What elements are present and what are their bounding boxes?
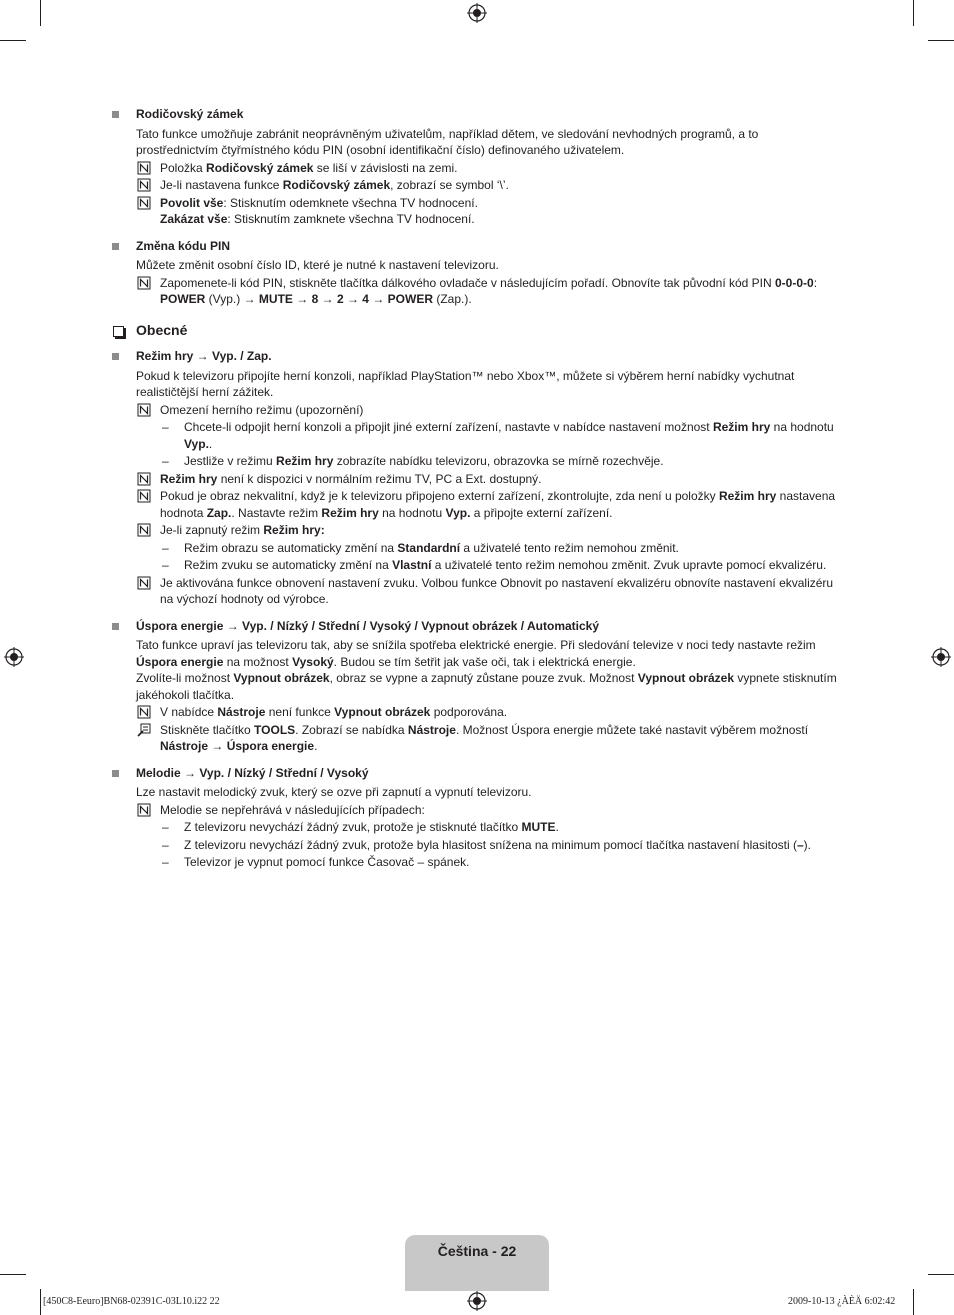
square-bullet-icon: [112, 243, 119, 250]
text: Je-li nastavena funkce: [160, 178, 283, 192]
dash-item: [110, 557, 840, 574]
square-bullet-icon: [112, 353, 119, 360]
dash-mark: –: [162, 855, 169, 869]
text: Úspora energie: [136, 654, 224, 669]
text: ).: [803, 837, 811, 852]
text: Položka: [160, 160, 207, 175]
section-energy-saving: [110, 618, 840, 755]
text: na možnost: [223, 654, 293, 669]
text: . Zobrazí se nabídka: [295, 722, 408, 737]
page-number: Čeština - 22: [437, 1243, 517, 1259]
section-title: Melodie → Vyp. / Nízký / Střední / Vysoký: [136, 765, 369, 780]
text: (Vyp.) →: [205, 292, 259, 306]
print-info-left: [450C8-Eeuro]BN68-02391C-03L10.i22 22: [43, 1296, 220, 1307]
text: Vysoký: [292, 654, 334, 669]
text: Z televizoru nevychází žádný zvuk, protože je stisknuté tlačítko: [184, 820, 522, 834]
text: Rodičovský zámek: [282, 178, 391, 192]
section-heading: Obecné: [136, 321, 188, 338]
text: zobrazíte nabídku televizoru, obrazovka se mírně rozechvěje.: [333, 454, 664, 468]
dash-mark: –: [162, 837, 169, 852]
note: [110, 402, 840, 419]
text: :: [813, 275, 818, 290]
print-info-right: 2009-10-13 ¿ÀÈÄ 6:02:42: [788, 1296, 896, 1307]
text: Omezení herního režimu (upozornění): [160, 402, 364, 417]
text: Tato funkce upraví jas televizoru tak, aby se snížila spotřeba elektrické energie. Při sledování televize v noci tedy nastavte režim: [136, 638, 816, 652]
text: Režim hry:: [263, 523, 325, 537]
note-icon: [137, 523, 151, 537]
note-icon: [137, 276, 151, 290]
dash-mark: –: [162, 454, 169, 468]
text: . Možnost Úspora energie můžete také nastavit výběrem možností: [455, 722, 809, 737]
note-icon: [137, 196, 151, 210]
text: , obraz se vypne a zapnutý zůstane pouze zvuk. Možnost: [329, 671, 638, 685]
text: POWER: [160, 292, 206, 306]
text: –: [796, 837, 804, 852]
crop-mark: [40, 1289, 41, 1315]
text: Rodičovský zámek: [206, 160, 314, 175]
text: Televizor je vypnut pomocí funkce Časovač – spánek.: [184, 855, 470, 869]
text: Nástroje: [407, 722, 456, 737]
note: [110, 195, 840, 228]
dash-item: [110, 854, 840, 871]
checkbox-square-icon: [113, 326, 124, 337]
section-change-pin: [110, 238, 840, 308]
text: Stiskněte tlačítko: [160, 722, 255, 737]
note: [110, 575, 840, 608]
text: Režim hry: [718, 489, 777, 503]
tools-note: [110, 722, 840, 755]
text: Režim hry: [712, 420, 771, 434]
dash-item: [110, 819, 840, 836]
section-description: [110, 637, 840, 670]
square-bullet-icon: [112, 770, 119, 777]
text: (Zap.).: [433, 292, 472, 306]
text: Vypnout obrázek: [637, 671, 735, 685]
note-icon: [137, 576, 151, 590]
section-title: Režim hry → Vyp. / Zap.: [136, 349, 272, 363]
note: [110, 488, 840, 521]
text: .: [314, 739, 318, 753]
text: Zvolíte-li možnost: [136, 671, 234, 685]
text: Nástroje: [160, 739, 209, 753]
text: Vyp.: [445, 505, 471, 520]
text: Zakázat vše: [160, 212, 228, 226]
note: [110, 177, 840, 194]
note-icon: [137, 161, 151, 175]
text: na hodnotu: [378, 505, 446, 520]
note: [110, 160, 840, 177]
text: a připojte externí zařízení.: [470, 505, 613, 520]
text: Režim zvuku se automaticky změní na: [184, 558, 393, 572]
registration-mark-icon: [467, 3, 487, 23]
section-heading-general: [110, 322, 840, 339]
text: Je aktivována funkce obnovení nastavení zvuku. Volbou funkce Obnovit po nastavení ekvalizéru obnovíte nastavení ekvalizéru na výchozí hodnoty od výrobce.: [160, 575, 834, 606]
text: na hodnotu: [770, 420, 834, 434]
text: Režim hry: [160, 471, 218, 486]
text: Režim hry: [321, 505, 379, 520]
text: →: [292, 292, 312, 306]
text: Úspora energie: [226, 739, 315, 753]
crop-mark: [928, 40, 954, 41]
section-description: [110, 670, 840, 703]
text: Melodie se nepřehrává v následujících případech:: [160, 802, 425, 817]
text: Pokud je obraz nekvalitní, když je k televizoru připojeno externí zařízení, zkontrolujte, zda není u položky: [160, 489, 719, 503]
registration-mark-icon: [467, 1291, 487, 1311]
text: MUTE: [258, 292, 293, 306]
text: Zap.: [206, 505, 232, 520]
text: a uživatelé tento režim nemohou změnit. Zvuk upravte pomocí ekvalizéru.: [431, 558, 827, 572]
crop-mark: [913, 1289, 914, 1315]
note-icon: [137, 803, 151, 817]
square-bullet-icon: [112, 623, 119, 630]
text: , zobrazí se symbol ‘\’.: [390, 178, 509, 192]
text: není k dispozici v normálním režimu TV, PC a Ext. dostupný.: [217, 471, 542, 486]
note: [110, 704, 840, 721]
section-description: Lze nastavit melodický zvuk, který se ozve při zapnutí a vypnutí televizoru.: [136, 785, 532, 799]
text: Režim hry: [276, 454, 334, 468]
text: V nabídce: [160, 705, 218, 719]
section-melody: [110, 765, 840, 871]
text: .: [208, 436, 213, 451]
text: 4: [362, 292, 369, 306]
crop-mark: [928, 1274, 954, 1275]
text: Je-li zapnutý režim: [160, 523, 264, 537]
section-description: Můžete změnit osobní číslo ID, které je nutné k nastavení televizoru.: [136, 258, 499, 272]
text: .: [555, 820, 559, 834]
crop-mark: [913, 0, 914, 26]
text: Standardní: [397, 540, 461, 555]
text: : Stisknutím odemknete všechna TV hodnocení.: [223, 195, 478, 210]
square-bullet-icon: [112, 111, 119, 118]
note: [110, 522, 840, 539]
section-title: Úspora energie → Vyp. / Nízký / Střední / Vysoký / Vypnout obrázek / Automatický: [136, 618, 600, 633]
text: Režim obrazu se automaticky změní na: [184, 540, 398, 555]
note-icon: [137, 472, 151, 486]
text: →: [318, 292, 337, 306]
text: POWER: [387, 292, 433, 306]
text: Zapomenete-li kód PIN, stiskněte tlačítka dálkového ovladače v následujícím pořadí. Obnovíte tak původní kód PIN: [160, 275, 775, 290]
text: →: [343, 292, 363, 306]
text: Z televizoru nevychází žádný zvuk, protože byla hlasitost snížena na minimum pomocí tlačítka nastavení hlasitosti (: [184, 837, 797, 852]
note: [110, 471, 840, 488]
text: Vypnout obrázek: [334, 705, 431, 719]
crop-mark: [40, 0, 41, 26]
dash-item: [110, 837, 840, 854]
text: . Nastavte režim: [231, 505, 322, 520]
note: [110, 275, 840, 308]
text: MUTE: [521, 820, 556, 834]
text: . Budou se tím šetřit jak vaše oči, tak i elektrická energie.: [333, 654, 636, 669]
registration-mark-icon: [931, 647, 951, 667]
text: Vyp.: [184, 436, 209, 451]
section-parental-lock: [110, 106, 840, 228]
dash-mark: –: [162, 558, 169, 572]
section-game-mode: [110, 348, 840, 608]
text: Chcete-li odpojit herní konzoli a připojit jiné externí zařízení, nastavte v nabídce nastavení možnost: [184, 420, 713, 434]
text: nastavena hodnota: [160, 489, 836, 520]
text: a uživatelé tento režim nemohou změnit.: [460, 540, 679, 555]
text: se liší v závislosti na zemi.: [313, 160, 458, 175]
dash-mark: –: [162, 540, 169, 555]
text: Nástroje: [217, 705, 266, 719]
section-description: Tato funkce umožňuje zabránit neoprávněným uživatelům, například dětem, ve sledování nevhodných programů, a to prostřednictvím čtyřmístného kódu PIN (osobní identifikační číslo) definovaného uživatelem.: [136, 126, 759, 157]
text: Vypnout obrázek: [233, 671, 330, 685]
note-icon: [137, 178, 151, 192]
section-title: Změna kódu PIN: [136, 238, 231, 253]
text: není funkce: [265, 705, 335, 719]
text: Povolit vše: [160, 195, 224, 210]
text: Jestliže v režimu: [184, 454, 277, 468]
dash-mark: –: [162, 820, 169, 834]
section-title: Rodičovský zámek: [136, 107, 244, 121]
tools-icon: [137, 723, 151, 737]
text: podporována.: [430, 705, 508, 719]
note-icon: [137, 705, 151, 719]
note-icon: [137, 489, 151, 503]
note: [110, 802, 840, 819]
dash-item: [110, 540, 840, 557]
crop-mark: [0, 40, 26, 41]
text: 2: [336, 292, 344, 306]
text: 0-0-0-0: [775, 275, 814, 290]
registration-mark-icon: [4, 647, 24, 667]
text: →: [208, 739, 227, 753]
text: 8: [311, 292, 319, 306]
text: Vlastní: [392, 558, 432, 572]
note-icon: [137, 403, 151, 417]
text: →: [368, 292, 388, 306]
crop-mark: [0, 1274, 26, 1275]
dash-item: [110, 453, 840, 470]
dash-mark: –: [162, 420, 169, 434]
section-description: Pokud k televizoru připojíte herní konzoli, například PlayStation™ nebo Xbox™, můžete si výběrem herní nabídky vychutnat realističtější herní zážitek.: [136, 368, 795, 399]
text: vypnete stisknutím jakéhokoli tlačítka.: [136, 671, 837, 702]
dash-item: [110, 419, 840, 452]
text: TOOLS: [254, 722, 296, 737]
text: : Stisknutím zamknete všechna TV hodnocení.: [227, 212, 475, 226]
page-content: [110, 106, 840, 871]
